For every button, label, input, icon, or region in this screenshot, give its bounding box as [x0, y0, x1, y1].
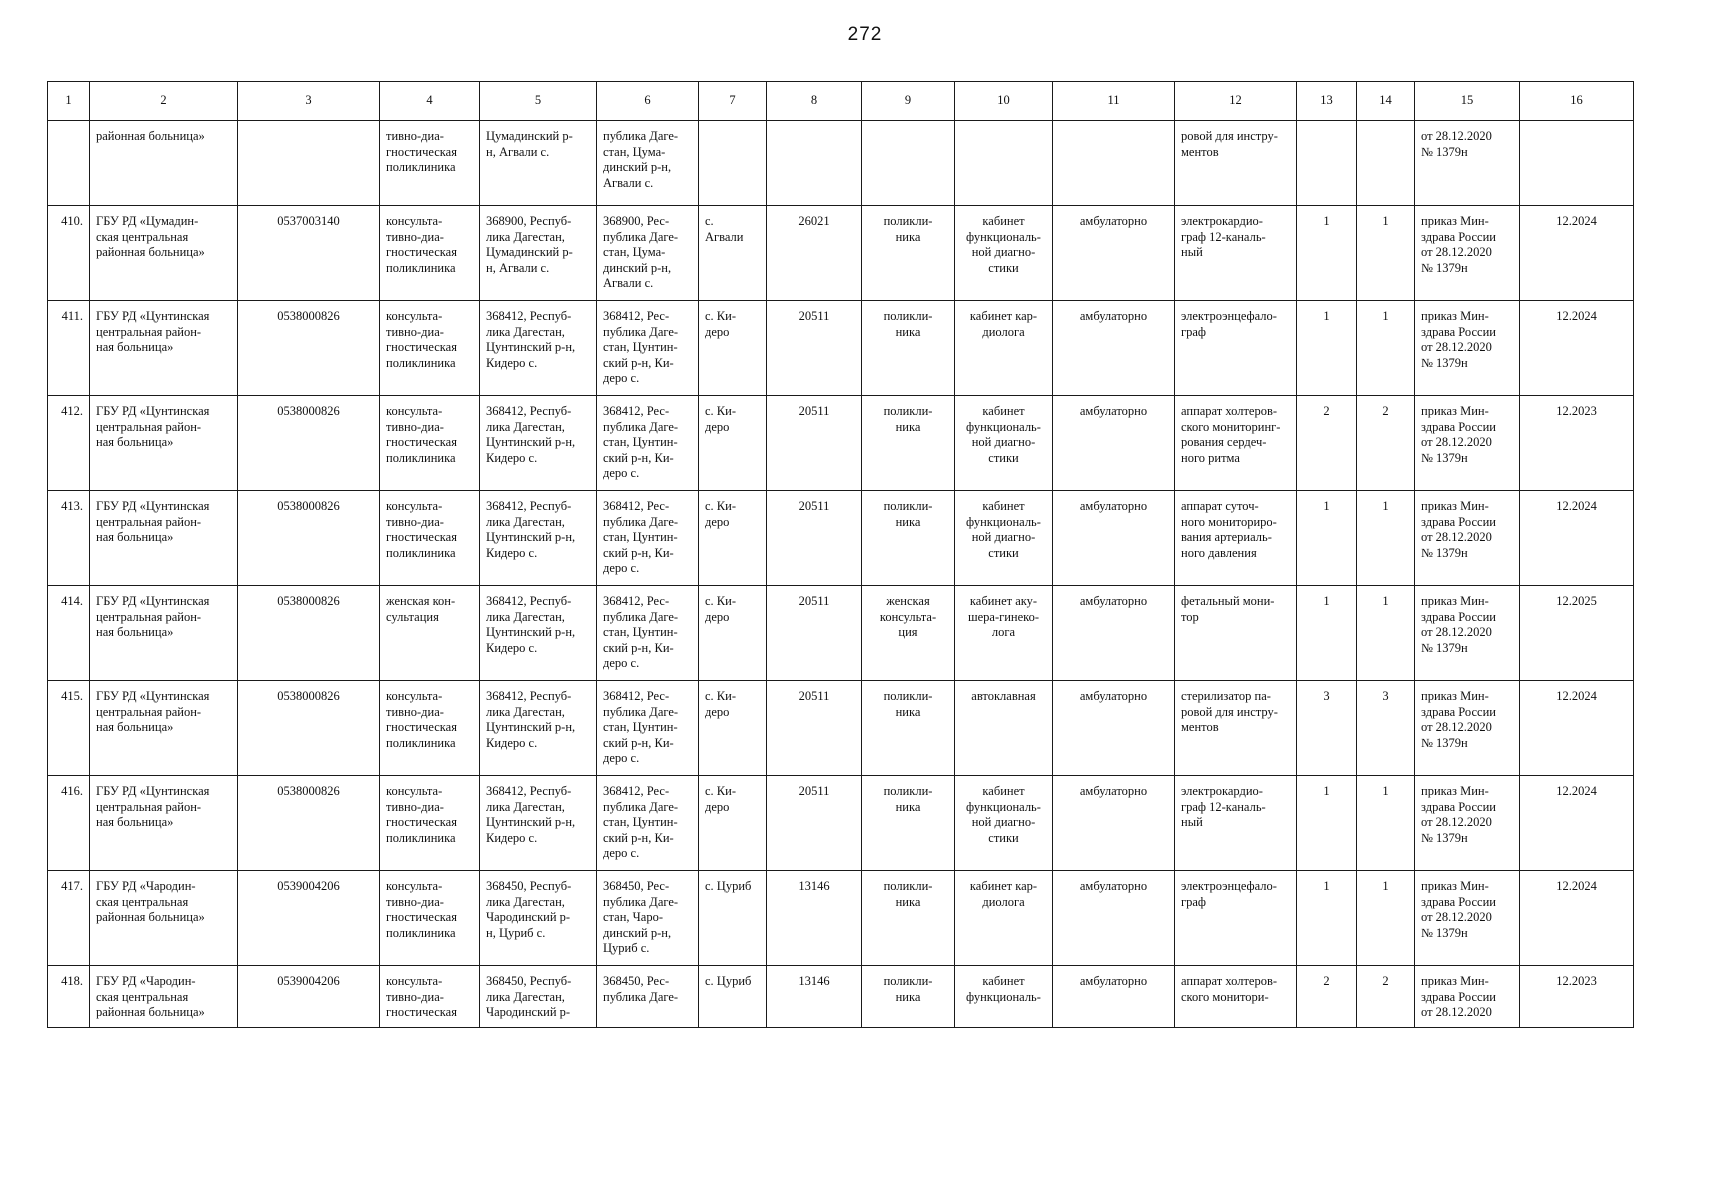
column-header: 5	[480, 82, 597, 121]
cell-inn: 0538000826	[238, 301, 380, 396]
cell-unit: консульта- тивно-диа- гностическая поликлиника	[380, 681, 480, 776]
column-header: 15	[1415, 82, 1520, 121]
cell-organization: ГБУ РД «Чародин- ская центральная районная больница»	[90, 966, 238, 1028]
cell-settlement: с. Ки- деро	[699, 586, 767, 681]
cell-equipment: аппарат холтеров- ского монитори-	[1175, 966, 1297, 1028]
cell-unit: консульта- тивно-диа- гностическая поликлиника	[380, 776, 480, 871]
cell-quantity: 3	[1297, 681, 1357, 776]
cell-number: 418.	[48, 966, 90, 1028]
column-header: 4	[380, 82, 480, 121]
cell-facility-type: поликли- ника	[862, 776, 955, 871]
cell-quantity-planned: 2	[1357, 396, 1415, 491]
cell-number: 416.	[48, 776, 90, 871]
cell-basis: приказ Мин- здрава России от 28.12.2020 № 1379н	[1415, 396, 1520, 491]
cell-quantity-planned: 1	[1357, 301, 1415, 396]
cell-quantity: 1	[1297, 491, 1357, 586]
cell-address-legal: 368412, Респуб- лика Дагестан, Цунтинский р-н, Кидеро с.	[480, 301, 597, 396]
table-row	[48, 491, 1634, 586]
cell-unit: консульта- тивно-диа- гностическая поликлиника	[380, 396, 480, 491]
cell-unit: консульта- тивно-диа- гностическая поликлиника	[380, 206, 480, 301]
cell-address-legal: 368412, Респуб- лика Дагестан, Цунтинский р-н, Кидеро с.	[480, 586, 597, 681]
cell-equipment: электроэнцефало- граф	[1175, 301, 1297, 396]
cell-address-actual: 368412, Рес- публика Даге- стан, Цунтин- ский р-н, Ки- деро с.	[597, 586, 699, 681]
cell-address-legal: 368900, Респуб- лика Дагестан, Цумадинский р- н, Агвали с.	[480, 206, 597, 301]
cell-quantity: 1	[1297, 206, 1357, 301]
cell-number: 410.	[48, 206, 90, 301]
cell-room: кабинет кар- диолога	[955, 871, 1053, 966]
cell-care-mode	[1053, 121, 1175, 206]
cell-address-actual: публика Даге- стан, Цума- динский р-н, Агвали с.	[597, 121, 699, 206]
cell-quantity: 1	[1297, 776, 1357, 871]
cell-organization: ГБУ РД «Цунтинская центральная район- ная больница»	[90, 586, 238, 681]
cell-equipment: аппарат холтеров- ского мониторинг- рования сердеч- ного ритма	[1175, 396, 1297, 491]
column-header: 10	[955, 82, 1053, 121]
cell-facility-type: поликли- ника	[862, 491, 955, 586]
cell-number	[48, 121, 90, 206]
cell-code: 20511	[767, 681, 862, 776]
cell-settlement: с. Ки- деро	[699, 491, 767, 586]
cell-equipment: аппарат суточ- ного мониториро- вания артериаль- ного давления	[1175, 491, 1297, 586]
cell-address-actual: 368450, Рес- публика Даге- стан, Чаро- динский р-н, Цуриб с.	[597, 871, 699, 966]
cell-basis: от 28.12.2020 № 1379н	[1415, 121, 1520, 206]
cell-basis: приказ Мин- здрава России от 28.12.2020 № 1379н	[1415, 871, 1520, 966]
equipment-table	[47, 81, 1634, 1028]
cell-unit: женская кон- сультация	[380, 586, 480, 681]
cell-date: 12.2023	[1520, 396, 1634, 491]
table-row	[48, 681, 1634, 776]
cell-quantity	[1297, 121, 1357, 206]
cell-equipment: электроэнцефало- граф	[1175, 871, 1297, 966]
cell-care-mode: амбулаторно	[1053, 491, 1175, 586]
cell-facility-type: поликли- ника	[862, 206, 955, 301]
column-header: 11	[1053, 82, 1175, 121]
cell-address-legal: 368412, Респуб- лика Дагестан, Цунтинский р-н, Кидеро с.	[480, 776, 597, 871]
column-header: 7	[699, 82, 767, 121]
cell-facility-type	[862, 121, 955, 206]
cell-organization: районная больница»	[90, 121, 238, 206]
cell-basis: приказ Мин- здрава России от 28.12.2020	[1415, 966, 1520, 1028]
table-row	[48, 586, 1634, 681]
cell-inn: 0538000826	[238, 491, 380, 586]
cell-room: кабинет функциональ- ной диагно- стики	[955, 491, 1053, 586]
cell-inn: 0538000826	[238, 681, 380, 776]
cell-organization: ГБУ РД «Цунтинская центральная район- ная больница»	[90, 301, 238, 396]
cell-quantity: 1	[1297, 586, 1357, 681]
column-header: 1	[48, 82, 90, 121]
cell-basis: приказ Мин- здрава России от 28.12.2020 № 1379н	[1415, 206, 1520, 301]
cell-quantity-planned	[1357, 121, 1415, 206]
page-number: 272	[847, 24, 883, 45]
cell-code: 20511	[767, 491, 862, 586]
cell-quantity: 1	[1297, 301, 1357, 396]
table-row	[48, 301, 1634, 396]
cell-code: 20511	[767, 586, 862, 681]
cell-equipment: электрокардио- граф 12-каналь- ный	[1175, 206, 1297, 301]
cell-organization: ГБУ РД «Цунтинская центральная район- ная больница»	[90, 491, 238, 586]
column-number-row	[48, 82, 1634, 121]
cell-room	[955, 121, 1053, 206]
cell-equipment: фетальный мони- тор	[1175, 586, 1297, 681]
cell-quantity-planned: 2	[1357, 966, 1415, 1028]
cell-organization: ГБУ РД «Цумадин- ская центральная районная больница»	[90, 206, 238, 301]
cell-quantity-planned: 1	[1357, 206, 1415, 301]
cell-unit: консульта- тивно-диа- гностическая поликлиника	[380, 301, 480, 396]
cell-date: 12.2024	[1520, 206, 1634, 301]
cell-inn: 0538000826	[238, 396, 380, 491]
cell-code	[767, 121, 862, 206]
table-row	[48, 206, 1634, 301]
column-header: 2	[90, 82, 238, 121]
cell-settlement: с. Ки- деро	[699, 776, 767, 871]
cell-equipment: ровой для инстру- ментов	[1175, 121, 1297, 206]
cell-basis: приказ Мин- здрава России от 28.12.2020 № 1379н	[1415, 491, 1520, 586]
cell-code: 13146	[767, 871, 862, 966]
cell-number: 415.	[48, 681, 90, 776]
cell-basis: приказ Мин- здрава России от 28.12.2020 № 1379н	[1415, 776, 1520, 871]
cell-settlement: с. Ки- деро	[699, 396, 767, 491]
cell-address-legal: 368412, Респуб- лика Дагестан, Цунтинский р-н, Кидеро с.	[480, 396, 597, 491]
cell-address-actual: 368412, Рес- публика Даге- стан, Цунтин- ский р-н, Ки- деро с.	[597, 776, 699, 871]
cell-inn: 0537003140	[238, 206, 380, 301]
cell-organization: ГБУ РД «Чародин- ская центральная районная больница»	[90, 871, 238, 966]
cell-unit: тивно-диа- гностическая поликлиника	[380, 121, 480, 206]
cell-basis: приказ Мин- здрава России от 28.12.2020 № 1379н	[1415, 301, 1520, 396]
cell-number: 413.	[48, 491, 90, 586]
cell-quantity-planned: 1	[1357, 491, 1415, 586]
cell-room: кабинет функциональ-	[955, 966, 1053, 1028]
cell-basis: приказ Мин- здрава России от 28.12.2020 № 1379н	[1415, 681, 1520, 776]
table-row	[48, 871, 1634, 966]
cell-settlement: с. Цуриб	[699, 871, 767, 966]
cell-care-mode: амбулаторно	[1053, 206, 1175, 301]
table-row	[48, 776, 1634, 871]
cell-number: 417.	[48, 871, 90, 966]
cell-settlement	[699, 121, 767, 206]
cell-care-mode: амбулаторно	[1053, 586, 1175, 681]
cell-settlement: с. Ки- деро	[699, 681, 767, 776]
cell-address-actual: 368900, Рес- публика Даге- стан, Цума- динский р-н, Агвали с.	[597, 206, 699, 301]
column-header: 14	[1357, 82, 1415, 121]
column-header: 6	[597, 82, 699, 121]
cell-unit: консульта- тивно-диа- гностическая	[380, 966, 480, 1028]
cell-address-actual: 368450, Рес- публика Даге-	[597, 966, 699, 1028]
cell-date: 12.2025	[1520, 586, 1634, 681]
column-header: 8	[767, 82, 862, 121]
cell-settlement: с. Цуриб	[699, 966, 767, 1028]
cell-address-legal: 368450, Респуб- лика Дагестан, Чародинский р-	[480, 966, 597, 1028]
cell-date: 12.2024	[1520, 871, 1634, 966]
table-row	[48, 396, 1634, 491]
cell-address-actual: 368412, Рес- публика Даге- стан, Цунтин- ский р-н, Ки- деро с.	[597, 681, 699, 776]
cell-code: 13146	[767, 966, 862, 1028]
cell-settlement: с. Ки- деро	[699, 301, 767, 396]
column-header: 3	[238, 82, 380, 121]
cell-care-mode: амбулаторно	[1053, 301, 1175, 396]
cell-facility-type: поликли- ника	[862, 871, 955, 966]
cell-facility-type: поликли- ника	[862, 966, 955, 1028]
cell-facility-type: поликли- ника	[862, 396, 955, 491]
cell-number: 412.	[48, 396, 90, 491]
cell-quantity: 2	[1297, 396, 1357, 491]
cell-code: 26021	[767, 206, 862, 301]
cell-inn: 0539004206	[238, 966, 380, 1028]
cell-quantity-planned: 1	[1357, 871, 1415, 966]
cell-organization: ГБУ РД «Цунтинская центральная район- ная больница»	[90, 776, 238, 871]
cell-code: 20511	[767, 396, 862, 491]
cell-quantity-planned: 1	[1357, 586, 1415, 681]
cell-code: 20511	[767, 776, 862, 871]
column-header: 13	[1297, 82, 1357, 121]
cell-care-mode: амбулаторно	[1053, 966, 1175, 1028]
table-row	[48, 966, 1634, 1028]
continuation-row	[48, 121, 1634, 206]
cell-address-legal: 368450, Респуб- лика Дагестан, Чародинский р- н, Цуриб с.	[480, 871, 597, 966]
cell-facility-type: женская консульта- ция	[862, 586, 955, 681]
cell-date: 12.2024	[1520, 301, 1634, 396]
cell-code: 20511	[767, 301, 862, 396]
cell-inn: 0538000826	[238, 776, 380, 871]
column-header: 16	[1520, 82, 1634, 121]
cell-care-mode: амбулаторно	[1053, 871, 1175, 966]
cell-quantity: 1	[1297, 871, 1357, 966]
cell-quantity-planned: 3	[1357, 681, 1415, 776]
cell-inn	[238, 121, 380, 206]
cell-room: кабинет функциональ- ной диагно- стики	[955, 776, 1053, 871]
cell-date: 12.2024	[1520, 776, 1634, 871]
cell-equipment: электрокардио- граф 12-каналь- ный	[1175, 776, 1297, 871]
cell-inn: 0538000826	[238, 586, 380, 681]
cell-date: 12.2023	[1520, 966, 1634, 1028]
column-header: 9	[862, 82, 955, 121]
column-header: 12	[1175, 82, 1297, 121]
cell-care-mode: амбулаторно	[1053, 396, 1175, 491]
cell-address-legal: 368412, Респуб- лика Дагестан, Цунтинский р-н, Кидеро с.	[480, 491, 597, 586]
cell-quantity-planned: 1	[1357, 776, 1415, 871]
cell-basis: приказ Мин- здрава России от 28.12.2020 № 1379н	[1415, 586, 1520, 681]
cell-number: 411.	[48, 301, 90, 396]
cell-facility-type: поликли- ника	[862, 301, 955, 396]
cell-address-legal: 368412, Респуб- лика Дагестан, Цунтинский р-н, Кидеро с.	[480, 681, 597, 776]
cell-address-actual: 368412, Рес- публика Даге- стан, Цунтин- ский р-н, Ки- деро с.	[597, 301, 699, 396]
cell-address-legal: Цумадинский р- н, Агвали с.	[480, 121, 597, 206]
cell-date: 12.2024	[1520, 491, 1634, 586]
cell-quantity: 2	[1297, 966, 1357, 1028]
cell-facility-type: поликли- ника	[862, 681, 955, 776]
cell-address-actual: 368412, Рес- публика Даге- стан, Цунтин- ский р-н, Ки- деро с.	[597, 491, 699, 586]
cell-room: автоклавная	[955, 681, 1053, 776]
cell-care-mode: амбулаторно	[1053, 681, 1175, 776]
cell-unit: консульта- тивно-диа- гностическая поликлиника	[380, 871, 480, 966]
cell-care-mode: амбулаторно	[1053, 776, 1175, 871]
cell-date: 12.2024	[1520, 681, 1634, 776]
cell-number: 414.	[48, 586, 90, 681]
cell-settlement: с. Агвали	[699, 206, 767, 301]
cell-room: кабинет аку- шера-гинеко- лога	[955, 586, 1053, 681]
cell-inn: 0539004206	[238, 871, 380, 966]
cell-date	[1520, 121, 1634, 206]
cell-room: кабинет функциональ- ной диагно- стики	[955, 396, 1053, 491]
cell-unit: консульта- тивно-диа- гностическая поликлиника	[380, 491, 480, 586]
cell-address-actual: 368412, Рес- публика Даге- стан, Цунтин- ский р-н, Ки- деро с.	[597, 396, 699, 491]
cell-room: кабинет кар- диолога	[955, 301, 1053, 396]
cell-organization: ГБУ РД «Цунтинская центральная район- ная больница»	[90, 396, 238, 491]
cell-organization: ГБУ РД «Цунтинская центральная район- ная больница»	[90, 681, 238, 776]
cell-equipment: стерилизатор па- ровой для инстру- ментов	[1175, 681, 1297, 776]
cell-room: кабинет функциональ- ной диагно- стики	[955, 206, 1053, 301]
